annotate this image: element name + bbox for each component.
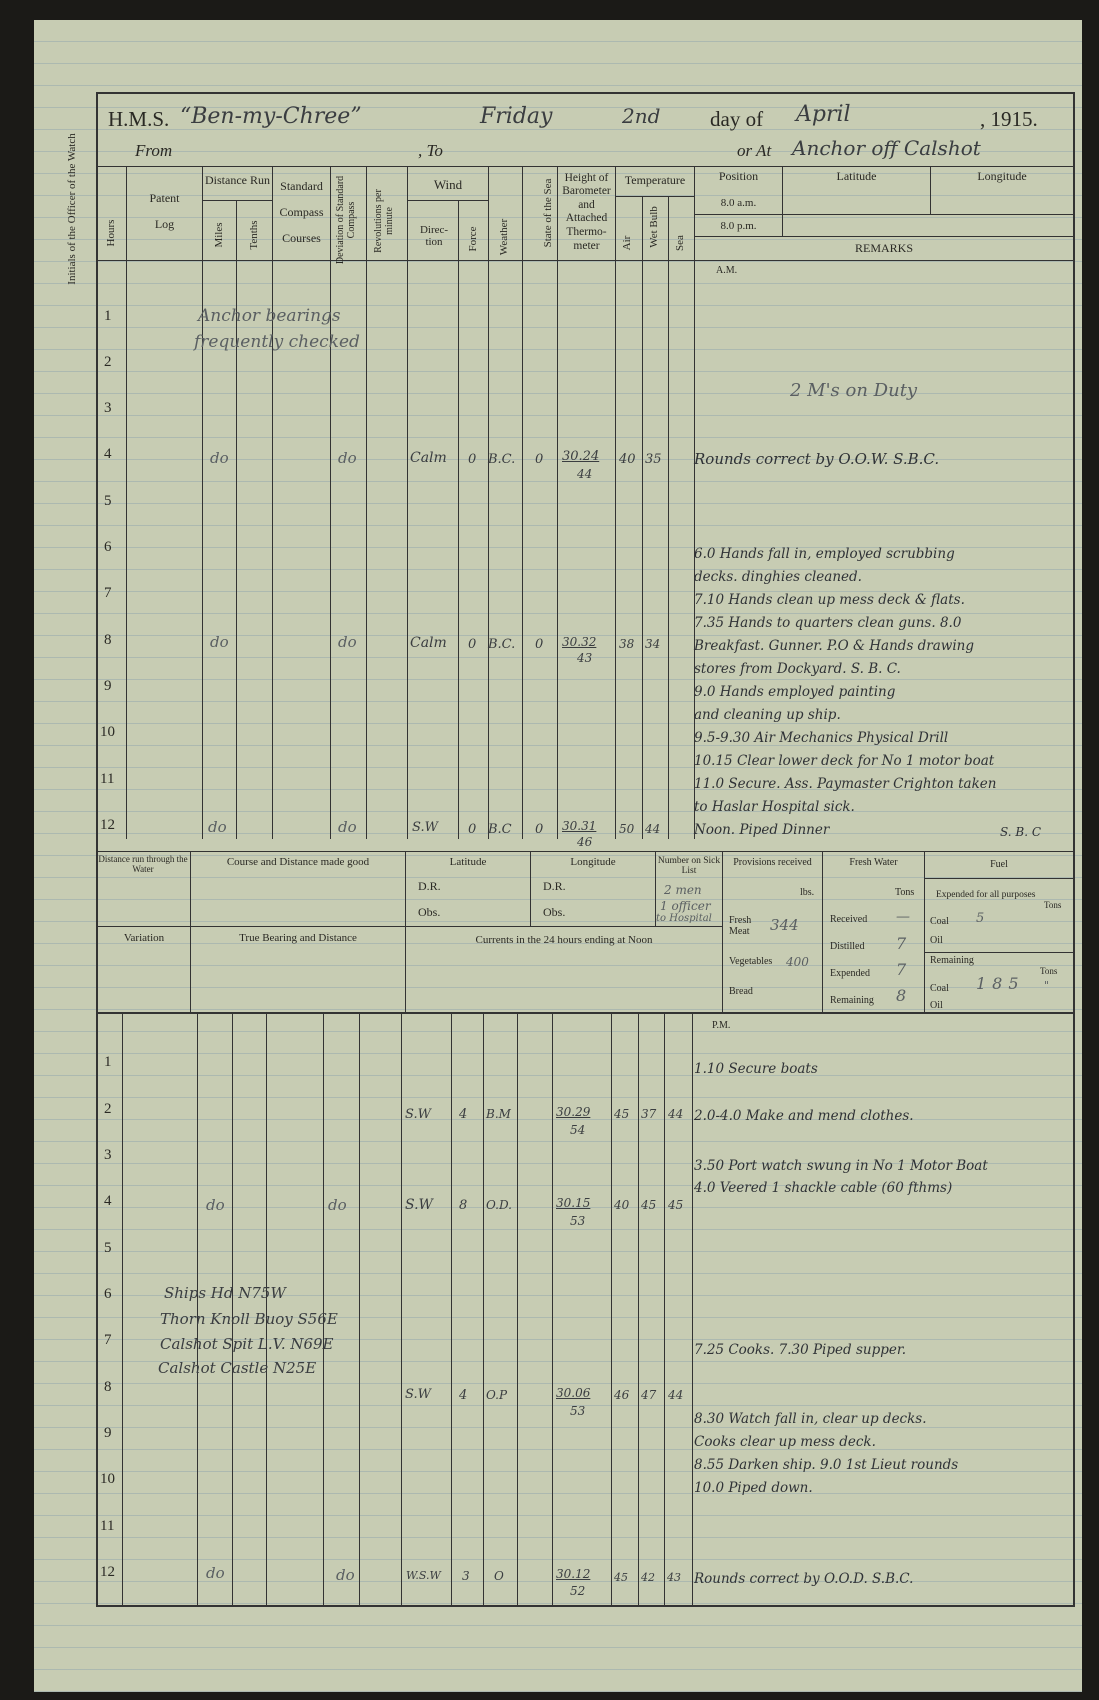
col-line-miles	[236, 200, 237, 839]
lon-dr-label: D.R.	[543, 879, 566, 893]
pm4-air: 40	[614, 1198, 630, 1212]
pm4-dir: S.W	[405, 1197, 433, 1213]
pm-remark-10: Rounds correct by O.O.D. S.B.C.	[694, 1571, 914, 1587]
col-baro-4: Attached	[565, 212, 608, 224]
pm2-therm: 54	[570, 1123, 586, 1137]
distilled-value: 7	[896, 934, 907, 953]
col-wind: Wind	[433, 177, 463, 192]
am-hour-11: 11	[100, 771, 115, 787]
from-label: From	[135, 141, 173, 160]
am-remark-12: 11.0 Secure. Ass. Paymaster Crighton taken	[694, 776, 997, 792]
col-baro-1: Height of	[564, 172, 609, 184]
am-hour-2: 2	[104, 354, 112, 370]
remaining-value: 8	[896, 986, 907, 1005]
col-revolutions: Revolutions per minute	[373, 189, 395, 253]
frame-bottom	[96, 1605, 1075, 1607]
provisions-label: Provisions received	[733, 857, 812, 868]
fuel-rule-2	[924, 952, 1073, 953]
am-hour-8: 8	[104, 632, 112, 648]
noon-rule-bottom	[96, 1012, 1073, 1014]
pm2-force: 4	[459, 1107, 468, 1122]
water-tons-label: Tons	[895, 887, 915, 898]
pm8-dir: S.W	[405, 1387, 431, 1402]
wind-rule	[407, 200, 488, 201]
year: , 1915.	[980, 107, 1038, 131]
col-line-force	[488, 166, 489, 839]
col-weather: Weather	[498, 218, 510, 256]
pm8-wet: 47	[641, 1388, 657, 1402]
pm8-force: 4	[459, 1388, 468, 1403]
pm4-therm: 53	[570, 1214, 586, 1228]
am-hour-6: 6	[104, 539, 112, 555]
am-remark-7: stores from Dockyard. S. B. C.	[694, 661, 901, 677]
fuel-label: Fuel	[990, 859, 1008, 870]
col-line-compass	[330, 166, 331, 839]
col-standard: Standard	[280, 179, 323, 193]
pm-col-8	[451, 1014, 452, 1605]
received-value: —	[896, 909, 910, 925]
pm-remark-9: 10.0 Piped down.	[694, 1480, 813, 1496]
col-hours: Hours	[105, 219, 117, 247]
am-hour-4: 4	[104, 446, 112, 462]
pm4-weather: O.D.	[486, 1198, 512, 1212]
sick-list-label: Number on Sick List	[657, 856, 721, 877]
pm-remark-3: 3.50 Port watch swung in No 1 Motor Boat	[694, 1158, 988, 1174]
pm-hour-7: 7	[104, 1332, 112, 1348]
col-line-tenths	[272, 166, 273, 839]
pm-col-12	[611, 1014, 612, 1605]
am8-course: do	[338, 633, 357, 651]
fresh-meat-value: 344	[770, 916, 799, 934]
pm2-wet: 37	[641, 1107, 657, 1121]
distance-run-label: Distance run through the Water	[98, 854, 188, 874]
am12-air: 50	[619, 822, 635, 836]
or-at-label: or At	[737, 141, 772, 160]
expended-all-label: Expended for all purposes	[936, 890, 1036, 900]
am12-log: do	[208, 818, 227, 836]
col-force: Force	[467, 226, 479, 252]
distilled-label: Distilled	[830, 941, 865, 952]
lon-obs-label: Obs.	[543, 905, 566, 919]
col-line-air	[642, 196, 643, 839]
bearing-2: Thorn Knoll Buoy S56E	[160, 1310, 338, 1328]
pm-label: P.M.	[712, 1020, 731, 1031]
col-deviation: Deviation of Standard Compass	[335, 175, 357, 265]
vegetables-value: 400	[786, 955, 809, 969]
pm12-baro: 30.12	[556, 1567, 591, 1581]
am8-wet: 34	[645, 637, 661, 651]
colhead-rule	[96, 260, 1075, 261]
am-remark-2: 6.0 Hands fall in, employed scrubbing	[694, 546, 955, 562]
col-longitude: Longitude	[977, 169, 1027, 183]
fresh-water-label: Fresh Water	[849, 857, 898, 868]
pm8-baro: 30.06	[556, 1386, 591, 1400]
col-baro-3: and	[578, 199, 595, 211]
am12-dir: S.W	[412, 820, 438, 835]
pm-hour-1: 1	[104, 1054, 112, 1070]
am12-sea: 0	[535, 822, 544, 837]
col-baro-6: meter	[573, 240, 600, 252]
coal-remaining-unit: "	[1044, 979, 1050, 992]
day-number: 2nd	[622, 104, 661, 128]
am4-baro: 30.24	[562, 449, 600, 464]
am-remark-10: 9.5-9.30 Air Mechanics Physical Drill	[694, 730, 949, 746]
header-rule	[96, 166, 1075, 167]
sick-list-2: 1 officer	[660, 899, 711, 913]
am4-force: 0	[468, 452, 477, 467]
frame-right	[1073, 92, 1075, 1607]
am4-log: do	[210, 449, 229, 467]
col-air: Air	[621, 235, 633, 251]
oil-label-2: Oil	[930, 1000, 943, 1011]
pm-col-10	[517, 1014, 518, 1605]
bearing-3: Calshot Spit L.V. N69E	[160, 1335, 334, 1353]
pm4-force: 8	[459, 1198, 468, 1213]
expended-label: Expended	[830, 968, 870, 979]
pm4-course: do	[328, 1196, 347, 1214]
noon-longitude-label: Longitude	[570, 856, 616, 868]
col-position: Position	[718, 169, 759, 183]
am12-wet: 44	[645, 822, 661, 836]
sick-list-1: 2 men	[664, 883, 702, 897]
am-hour-3: 3	[104, 400, 112, 416]
pm12-wet: 42	[641, 1571, 655, 1584]
am-remark-15: S. B. C	[1000, 825, 1042, 839]
received-label: Received	[830, 914, 868, 925]
am8-air: 38	[619, 637, 635, 651]
temp-rule	[615, 196, 694, 197]
am-remark-13: to Haslar Hospital sick.	[694, 799, 855, 815]
col-line-wet	[668, 196, 669, 839]
location: Anchor off Calshot	[792, 136, 981, 160]
pm8-sea: 44	[668, 1388, 684, 1402]
remaining-label: Remaining	[830, 995, 874, 1006]
am4-wet: 35	[645, 452, 662, 467]
am8-sea: 0	[535, 637, 544, 652]
pm12-therm: 52	[570, 1584, 586, 1598]
am4-sea: 0	[535, 452, 544, 467]
pm4-log: do	[206, 1196, 225, 1214]
am12-weather: B.C	[488, 822, 512, 837]
noon-line-6	[822, 851, 823, 1012]
currents-label: Currents in the 24 hours ending at Noon	[475, 934, 653, 946]
pm-hour-12: 12	[100, 1564, 115, 1580]
pm4-wet: 45	[641, 1198, 657, 1212]
am4-therm: 44	[577, 467, 593, 481]
pm-hour-9: 9	[104, 1425, 112, 1441]
col-miles: Miles	[213, 222, 225, 248]
pm12-dir: W.S.W	[406, 1569, 441, 1582]
am-remark-9: and cleaning up ship.	[694, 707, 841, 723]
am8-force: 0	[468, 637, 477, 652]
pm12-sea: 43	[667, 1571, 681, 1584]
am8-dir: Calm	[410, 635, 447, 651]
am-hour-9: 9	[104, 678, 112, 694]
am12-force: 0	[468, 822, 477, 837]
am8-therm: 43	[577, 651, 593, 665]
col-direction: Direc- tion	[419, 224, 449, 249]
am-hour-7: 7	[104, 585, 112, 601]
dist-run-rule	[202, 200, 272, 201]
noon-latitude-label: Latitude	[449, 856, 487, 868]
variation-label: Variation	[123, 932, 165, 944]
pm-col-14	[664, 1014, 665, 1605]
coal-expended: 5	[976, 911, 985, 926]
pm12-weather: O	[494, 1569, 504, 1583]
col-tenths: Tenths	[248, 220, 260, 250]
pm-hour-3: 3	[104, 1147, 112, 1163]
col-sea-temp: Sea	[674, 235, 686, 251]
patent-log-note-1: Anchor bearings	[198, 306, 341, 326]
pm-remark-1: 1.10 Secure boats	[694, 1061, 818, 1077]
lbs-label: lbs.	[800, 887, 815, 898]
am4-air: 40	[619, 452, 636, 467]
pm-col-6	[359, 1014, 360, 1605]
pm12-course: do	[336, 1566, 355, 1584]
pm-remark-6: 8.30 Watch fall in, clear up decks.	[694, 1411, 927, 1427]
pm2-air: 45	[614, 1107, 630, 1121]
noon-line-1	[190, 851, 191, 1012]
frame-top	[96, 92, 1075, 94]
day-of-label: day of	[710, 107, 764, 131]
am-remark-11: 10.15 Clear lower deck for No 1 motor boat	[694, 753, 995, 769]
pm2-baro: 30.29	[556, 1105, 591, 1119]
officer-initials-label: Initials of the Officer of the Watch	[66, 133, 78, 285]
col-line-hours	[126, 166, 127, 839]
pm8-air: 46	[614, 1388, 630, 1402]
month: April	[796, 102, 851, 127]
col-temperature: Temperature	[624, 173, 686, 187]
course-label: Course and Distance made good	[226, 856, 370, 868]
col-line-log	[202, 166, 203, 839]
vegetables-label: Vegetables	[729, 956, 773, 967]
fuel-rule	[924, 878, 1073, 879]
remarks-label: REMARKS	[854, 241, 913, 255]
frame-left	[96, 92, 98, 1607]
true-bearing-label: True Bearing and Distance	[239, 932, 357, 944]
weekday: Friday	[480, 104, 553, 129]
pm12-force: 3	[462, 1569, 470, 1583]
coal-label-2: Coal	[930, 983, 949, 994]
am12-course: do	[338, 818, 357, 836]
col-baro-2: Barometer	[562, 185, 611, 197]
pm-col-13	[638, 1014, 639, 1605]
coal-remaining: 185	[976, 974, 1025, 993]
col-line-baro	[615, 166, 616, 839]
pm-hour-10: 10	[100, 1471, 115, 1487]
col-log: Log	[154, 217, 175, 231]
col-latitude: Latitude	[836, 169, 877, 183]
col-distance-run: Distance Run	[205, 173, 270, 187]
am-hour-1: 1	[104, 308, 112, 324]
to-label: , To	[418, 141, 443, 160]
col-line-weather	[522, 166, 523, 839]
pm-col-15	[692, 1014, 693, 1605]
pm4-sea: 45	[668, 1198, 684, 1212]
col-line-deviation	[366, 166, 367, 839]
pm-hour-4: 4	[104, 1193, 112, 1209]
pm-col-9	[483, 1014, 484, 1605]
hms-prefix: H.M.S.	[108, 107, 170, 131]
expended-value: 7	[896, 960, 907, 979]
pm2-sea: 44	[668, 1107, 684, 1121]
lat-obs-label: Obs.	[418, 905, 441, 919]
am-remark-3: decks. dinghies cleaned.	[694, 569, 862, 585]
oil-label-1: Oil	[930, 935, 943, 946]
am-hour-5: 5	[104, 493, 112, 509]
am-hour-10: 10	[100, 724, 115, 740]
am-remark-1: Rounds correct by O.O.W. S.B.C.	[694, 450, 940, 468]
am-label: A.M.	[716, 265, 738, 276]
pm-remark-7: Cooks clear up mess deck.	[694, 1434, 876, 1450]
am-remark-6: Breakfast. Gunner. P.O & Hands drawing	[694, 638, 975, 654]
coal-label-1: Coal	[930, 916, 949, 927]
pm-remark-8: 8.55 Darken ship. 9.0 1st Lieut rounds	[694, 1457, 959, 1473]
am-remark-5: 7.35 Hands to quarters clean guns. 8.0	[694, 615, 962, 631]
pm8-weather: O.P	[486, 1388, 508, 1402]
noon-rule-top	[96, 851, 1073, 852]
pm-col-11	[552, 1014, 553, 1605]
pm2-weather: B.M	[486, 1107, 511, 1121]
bearing-4: Calshot Castle N25E	[158, 1359, 317, 1377]
pm-time-label: 8.0 p.m.	[720, 220, 757, 232]
pm-remark-4: 4.0 Veered 1 shackle cable (60 fthms)	[694, 1180, 953, 1196]
am8-baro: 30.32	[562, 635, 597, 649]
col-wet-bulb: Wet Bulb	[648, 206, 660, 248]
pm-remark-5: 7.25 Cooks. 7.30 Piped supper.	[694, 1342, 907, 1358]
pos-rule-2	[694, 236, 1074, 237]
col-state-of-sea: State of the Sea	[542, 178, 554, 248]
am8-log: do	[210, 633, 229, 651]
am8-weather: B.C.	[488, 637, 516, 652]
pm-hour-6: 6	[104, 1286, 112, 1302]
fuel-tons-label-2: Tons	[1040, 966, 1058, 976]
col-patent: Patent	[149, 191, 180, 205]
pm2-dir: S.W	[405, 1107, 431, 1122]
ship-name: “Ben-my-Chree”	[180, 104, 362, 129]
pm-col-1	[122, 1014, 123, 1605]
bread-label: Bread	[729, 986, 753, 997]
pos-rule-1	[694, 214, 1074, 215]
pm-hour-11: 11	[100, 1518, 115, 1534]
col-compass: Compass	[279, 205, 324, 219]
patent-log-note-2: frequently checked	[194, 332, 360, 352]
am4-course: do	[338, 449, 357, 467]
pm8-therm: 53	[570, 1404, 586, 1418]
lat-dr-label: D.R.	[418, 879, 441, 893]
noon-line-5	[722, 851, 723, 1012]
am-remark-4: 7.10 Hands clean up mess deck & flats.	[694, 592, 965, 608]
am-remark-8: 9.0 Hands employed painting	[694, 684, 896, 700]
pm-hour-8: 8	[104, 1379, 112, 1395]
am4-weather: B.C.	[488, 452, 516, 467]
fuel-tons-label-1: Tons	[1044, 900, 1062, 910]
pm-col-7	[401, 1014, 402, 1605]
col-line-revs	[407, 166, 408, 839]
am4-dir: Calm	[410, 450, 447, 466]
pm12-air: 45	[614, 1571, 628, 1584]
bearing-1: Ships Hd N75W	[164, 1284, 286, 1302]
col-courses: Courses	[282, 231, 321, 245]
fresh-meat-label: Fresh Meat	[729, 915, 752, 937]
am12-therm: 46	[577, 835, 593, 849]
duty-note: 2 M's on Duty	[790, 380, 918, 401]
pm-hour-5: 5	[104, 1240, 112, 1256]
sick-list-3: to Hospital	[656, 913, 712, 924]
pm4-baro: 30.15	[556, 1196, 591, 1210]
fuel-remaining-label: Remaining	[930, 955, 974, 966]
am-time-label: 8.0 a.m.	[720, 197, 757, 209]
am12-baro: 30.31	[562, 819, 597, 833]
pm-remark-2: 2.0-4.0 Make and mend clothes.	[694, 1108, 914, 1124]
am-remark-14: Noon. Piped Dinner	[694, 822, 830, 838]
pm12-log: do	[206, 1564, 225, 1582]
am-hour-12: 12	[100, 817, 115, 833]
col-line-sea	[557, 166, 558, 839]
pm-hour-2: 2	[104, 1101, 112, 1117]
noon-line-7	[924, 851, 925, 1012]
noon-line-2	[405, 851, 406, 1012]
col-line-dir	[458, 200, 459, 839]
col-baro-5: Thermo-	[566, 226, 607, 238]
